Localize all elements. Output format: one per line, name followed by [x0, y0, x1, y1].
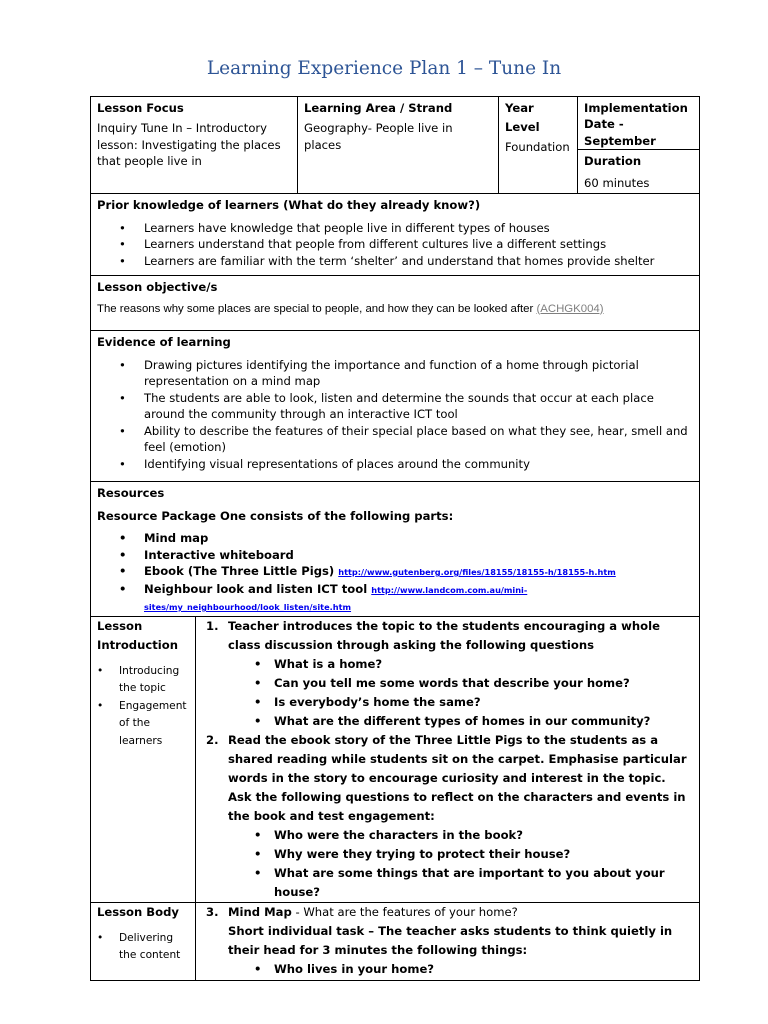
prior-knowledge-section	[91, 194, 700, 276]
step-number: 2.	[206, 732, 219, 747]
list-item: • Engagement of the learners	[97, 698, 189, 751]
page-title: Learning Experience Plan 1 – Tune In	[206, 58, 562, 79]
implementation-cell	[578, 97, 700, 150]
resources-heading: Resources	[97, 486, 165, 500]
evidence-section	[91, 331, 700, 482]
step-item	[202, 617, 693, 731]
list-item: • Who were the characters in the book?	[202, 826, 693, 845]
prior-knowledge-heading: Prior knowledge of learners (What do they already know?)	[97, 198, 481, 212]
step-text: Short individual task – The teacher asks students to think quietly in their head for 3 minutes the following things:	[228, 923, 673, 957]
step-text: Read the ebook story of the Three Little Pigs to the students as a shared reading while students sit on the carpet. Emphasise particular words in the story to encourage curiosity and interest in the topic. Ask the following questions to reflect on the characters and events in the book and test engagement:	[228, 732, 687, 823]
question-list	[202, 960, 693, 979]
ict-tool-link[interactable]: http://www.landcom.com.au/mini-sites/my_neighbourhood/look_listen/site.htm	[144, 584, 528, 612]
list-item: • Ability to describe the features of their special place based on what they see, hear, smell and feel (emotion)	[97, 423, 693, 456]
list-item	[97, 563, 693, 581]
curriculum-code-link[interactable]: (ACHGK004)	[536, 302, 604, 315]
lesson-focus-label: Lesson Focus	[97, 101, 184, 115]
list-item: • Introducing the topic	[97, 663, 189, 698]
introduction-sublist	[97, 663, 189, 751]
resources-list	[97, 530, 693, 616]
lesson-plan-table	[90, 96, 700, 981]
year-level-label: Year Level	[505, 101, 540, 134]
lesson-objective-section	[91, 276, 700, 331]
lesson-plan-document	[90, 96, 699, 981]
learning-area-cell	[298, 97, 499, 194]
evidence-list	[97, 357, 693, 473]
implementation-date: Date - September	[584, 117, 656, 148]
lesson-body-label: Lesson Body	[97, 904, 179, 919]
step-item	[202, 731, 693, 902]
lesson-body-content	[196, 902, 700, 980]
list-item: • What is a home?	[202, 655, 693, 674]
step-title: Mind Map	[228, 904, 292, 919]
lesson-objective-heading: Lesson objective/s	[97, 280, 218, 294]
step-item	[202, 903, 693, 979]
list-item: • Can you tell me some words that describe your home?	[202, 674, 693, 693]
list-item: • Who lives in your home?	[202, 960, 693, 979]
step-number: 3.	[206, 904, 219, 919]
year-level-cell	[499, 97, 578, 194]
step-title-rest: - What are the features of your home?	[291, 904, 518, 919]
step-number: 1.	[206, 618, 219, 633]
lesson-focus-cell	[91, 97, 298, 194]
list-item: • Why were they trying to protect their house?	[202, 845, 693, 864]
body-sublist	[97, 930, 189, 965]
resource-label: Ebook (The Three Little Pigs)	[144, 564, 335, 578]
lesson-introduction-label-line2: Introduction	[97, 637, 178, 652]
lesson-focus-text: Inquiry Tune In – Introductory lesson: Investigating the places that people live in	[97, 121, 281, 168]
duration-cell	[578, 150, 700, 194]
ebook-link[interactable]: http://www.gutenberg.org/files/18155/18155-h/18155-h.htm	[338, 567, 616, 577]
list-item: • Identifying visual representations of places around the community	[97, 456, 693, 473]
year-level-text: Foundation	[505, 140, 570, 154]
duration-text: 60 minutes	[584, 176, 650, 190]
resource-label: Neighbour look and listen ICT tool	[144, 581, 368, 596]
resources-intro: Resource Package One consists of the following parts:	[97, 508, 454, 523]
list-item: • Learners understand that people from different cultures live a different settings	[97, 236, 693, 253]
introduction-steps	[202, 617, 693, 902]
list-item: • The students are able to look, listen and determine the sounds that occur at each place around the community through an interactive ICT tool	[97, 390, 693, 423]
lesson-introduction-content	[196, 616, 700, 902]
lesson-introduction-label-line1: Lesson	[97, 618, 143, 633]
list-item: • What are the different types of homes in our community?	[202, 712, 693, 731]
list-item: • Learners have knowledge that people live in different types of houses	[97, 220, 693, 237]
list-item: • Drawing pictures identifying the importance and function of a home through pictorial representation on a mind map	[97, 357, 693, 390]
evidence-heading: Evidence of learning	[97, 335, 231, 349]
lesson-introduction-label-cell	[91, 616, 196, 902]
duration-label: Duration	[584, 154, 642, 168]
list-item: • Mind map	[97, 530, 693, 547]
implementation-label: Implementation	[584, 101, 688, 115]
list-item: • Learners are familiar with the term ‘shelter’ and understand that homes provide shelter	[97, 253, 693, 270]
list-item	[97, 581, 693, 616]
lesson-body-label-cell	[91, 902, 196, 980]
learning-area-label: Learning Area / Strand	[304, 101, 453, 115]
list-item: • Delivering the content	[97, 930, 189, 965]
question-list	[202, 655, 693, 731]
resources-section	[91, 482, 700, 617]
learning-area-text: Geography- People live in places	[304, 121, 453, 152]
list-item: • What are some things that are important to you about your house?	[202, 864, 693, 902]
body-steps	[202, 903, 693, 979]
question-list	[202, 826, 693, 902]
list-item: • Is everybody’s home the same?	[202, 693, 693, 712]
step-text: Teacher introduces the topic to the students encouraging a whole class discussion through asking the following questions	[228, 618, 660, 652]
lesson-objective-text: The reasons why some places are special to people, and how they can be looked after	[97, 302, 534, 315]
prior-knowledge-list	[97, 220, 693, 270]
list-item: • Interactive whiteboard	[97, 547, 693, 564]
